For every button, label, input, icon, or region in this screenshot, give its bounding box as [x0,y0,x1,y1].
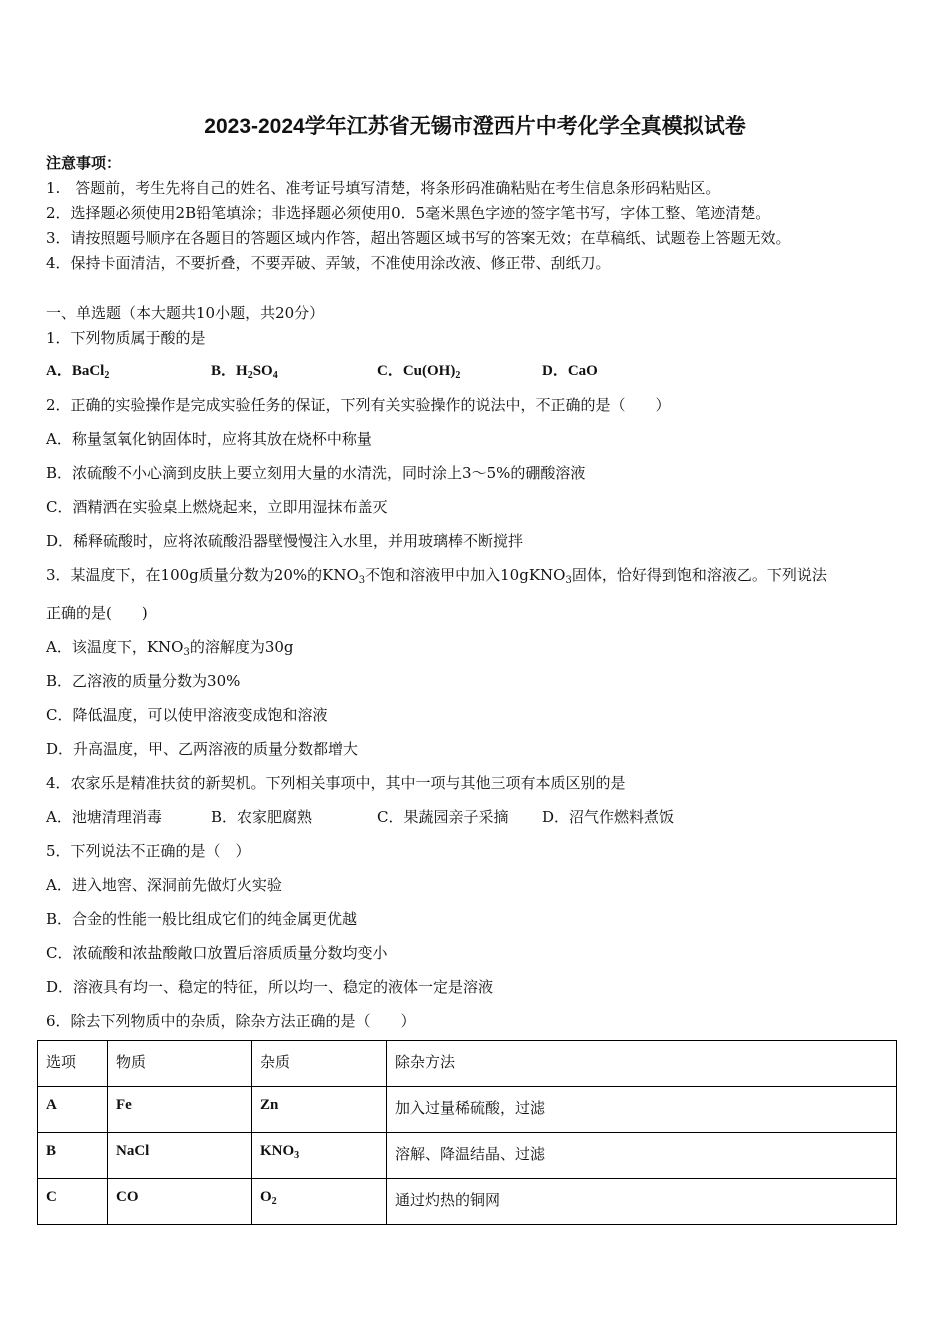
q6-stem: 6．除去下列物质中的杂质，除杂方法正确的是（ ） [46,1012,416,1030]
q5-option-b: B．合金的性能一般比组成它们的纯金属更优越 [46,910,358,928]
q4-option-d: D．沼气作燃料煮饭 [542,808,675,826]
q1-option-a-sub: 2 [104,370,110,381]
row-option: B [38,1133,108,1179]
header-substance: 物质 [108,1041,252,1087]
row-substance: NaCl [108,1133,252,1179]
note-item-3: 3．请按照题号顺序在各题目的答题区域内作答，超出答题区域书写的答案无效；在草稿纸、试题卷上答题无效。 [46,229,791,247]
q3-stem-continued: 正确的是( ) [46,604,148,622]
header-option: 选项 [38,1041,108,1087]
table-row [38,1087,897,1133]
q1-option-b [211,359,278,380]
q1-option-c [377,359,460,380]
header-impurity: 杂质 [252,1041,387,1087]
row-method: 通过灼热的铜网 [387,1179,897,1225]
q1-option-b-sub2: 4 [272,370,278,381]
header-method: 除杂方法 [387,1041,897,1087]
note-item-4: 4．保持卡面清洁，不要折叠，不要弄破、弄皱，不准使用涂改液、修正带、刮纸刀。 [46,254,611,272]
q2-option-c: C．酒精洒在实验桌上燃烧起来，立即用湿抹布盖灭 [46,498,388,516]
q4-option-c: C．果蔬园亲子采摘 [377,808,509,826]
row-impurity [252,1179,387,1225]
q1-option-c-text: C．Cu(OH) [377,363,456,379]
q1-stem: 1．下列物质属于酸的是 [46,329,206,347]
table-row [38,1179,897,1225]
q1-option-a-text: A．BaCl [46,363,105,379]
q1-option-b-rest: SO [252,363,273,379]
q3-stem-part3: 固体，恰好得到饱和溶液乙。下列说法 [571,566,827,584]
row-method: 加入过量稀硫酸，过滤 [387,1087,897,1133]
q1-option-c-sub: 2 [455,370,461,381]
q1-option-d-text: D．CaO [542,363,598,379]
note-item-1: 1. 答题前，考生先将自己的姓名、准考证号填写清楚，将条形码准确粘贴在考生信息条形码粘贴区。 [46,179,721,197]
q3-option-b: B．乙溶液的质量分数为30% [46,672,241,690]
q3-option-d: D．升高温度，甲、乙两溶液的质量分数都增大 [46,740,359,758]
row-impurity-text: Zn [260,1097,279,1113]
q3-option-a-sub: 3 [183,647,190,658]
row-impurity-sub: 3 [294,1150,300,1161]
q2-option-b: B．浓硫酸不小心滴到皮肤上要立刻用大量的水清洗，同时涂上3～5%的硼酸溶液 [46,464,586,482]
row-method: 溶解、降温结晶、过滤 [387,1133,897,1179]
q1-option-b-text: B．H [211,363,248,379]
q6-table [37,1040,897,1225]
q3-stem-part1: 3．某温度下，在100g质量分数为20%的KNO [46,566,359,584]
q3-option-c: C．降低温度，可以使甲溶液变成饱和溶液 [46,706,328,724]
q4-stem: 4．农家乐是精准扶贫的新契机。下列相关事项中，其中一项与其他三项有本质区别的是 [46,774,626,792]
q5-stem: 5．下列说法不正确的是（ ） [46,842,251,860]
row-substance: CO [108,1179,252,1225]
q4-options [46,806,906,826]
q3-option-a-part2: 的溶解度为30g [189,638,294,656]
q3-stem [46,564,827,585]
q3-option-a-part1: A．该温度下，KNO [46,638,184,656]
row-impurity-sub: 2 [271,1196,277,1207]
row-impurity-text: O [260,1189,272,1205]
section-heading: 一、单选题（本大题共10小题，共20分） [46,304,325,322]
row-impurity-text: KNO [260,1143,295,1159]
q4-option-a: A．池塘清理消毒 [46,808,162,826]
q2-option-d: D．稀释硫酸时，应将浓硫酸沿器壁慢慢注入水里，并用玻璃棒不断搅拌 [46,532,524,550]
row-impurity [252,1087,387,1133]
table-row [38,1133,897,1179]
q3-stem-sub1: 3 [358,575,366,586]
exam-title: 2023-2024学年江苏省无锡市澄西片中考化学全真模拟试卷 [204,115,746,138]
table-header-row [38,1041,897,1087]
q3-stem-sub2: 3 [565,575,572,586]
q2-option-a: A．称量氢氧化钠固体时，应将其放在烧杯中称量 [46,430,372,448]
row-impurity [252,1133,387,1179]
row-option: A [38,1087,108,1133]
q1-option-d [542,359,598,380]
q5-option-c: C．浓硫酸和浓盐酸敞口放置后溶质质量分数均变小 [46,944,388,962]
q1-options [46,359,906,379]
q3-option-a [46,636,294,657]
row-option: C [38,1179,108,1225]
q1-option-a [46,359,109,380]
q5-option-d: D．溶液具有均一、稳定的特征，所以均一、稳定的液体一定是溶液 [46,978,494,996]
note-item-2: 2．选择题必须使用2B铅笔填涂；非选择题必须使用0．5毫米黑色字迹的签字笔书写，字体工整、笔迹清楚。 [46,204,771,222]
q1-option-b-sub: 2 [247,370,253,381]
q5-option-a: A．进入地窖、深洞前先做灯火实验 [46,876,282,894]
notes-heading: 注意事项： [46,154,122,172]
q2-stem: 2．正确的实验操作是完成实验任务的保证，下列有关实验操作的说法中，不正确的是（ ） [46,396,671,414]
q4-option-b: B．农家肥腐熟 [211,808,313,826]
row-substance: Fe [108,1087,252,1133]
q3-stem-part2: 不饱和溶液甲中加入10gKNO [365,566,566,584]
